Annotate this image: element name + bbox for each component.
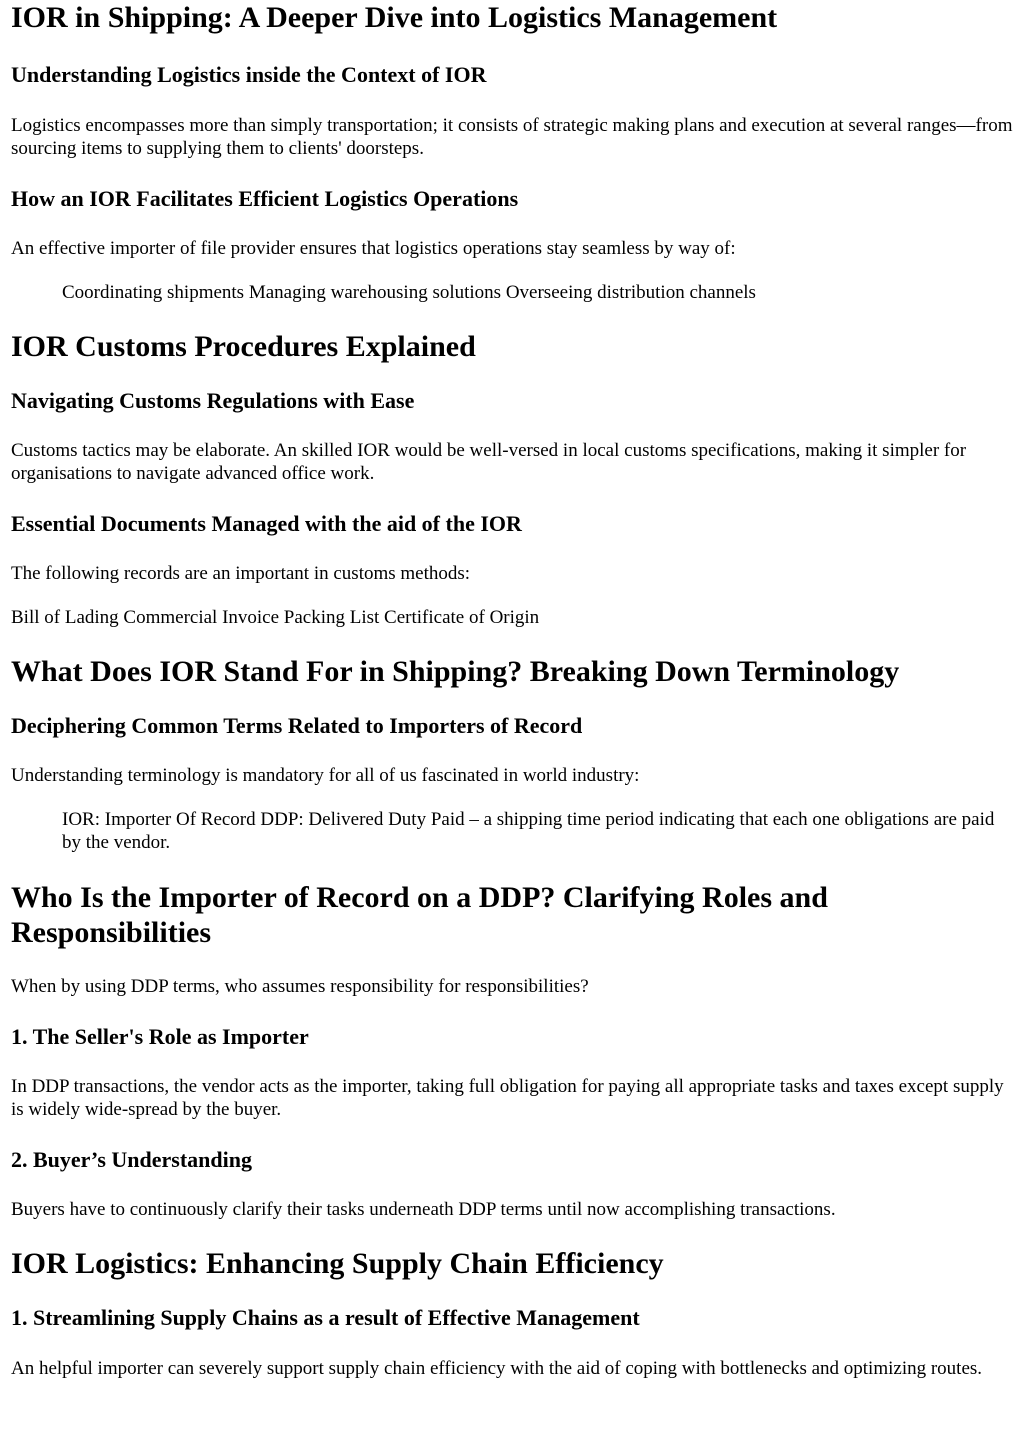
paragraph-following-records: The following records are an important in customs methods:: [11, 563, 471, 584]
subheading-navigating-customs: Navigating Customs Regulations with Ease: [11, 388, 415, 413]
paragraph-understanding-terminology: Understanding terminology is mandatory for all of us fascinated in world industry:: [11, 765, 640, 786]
subheading-deciphering-terms: Deciphering Common Terms Related to Importers of Record: [11, 713, 583, 738]
subheading-essential-documents: Essential Documents Managed with the aid of the IOR: [11, 511, 522, 536]
paragraph-logistics-encompasses: Logistics encompasses more than simply transportation; it consists of strategic making plans and execution at several ranges—from sourcing items to supplying them to clients' doorsteps.: [11, 115, 1013, 159]
blockquote-terminology: IOR: Importer Of Record DDP: Delivered Duty Paid – a shipping time period indicating that each one obligations are paid by the vendor.: [62, 809, 995, 853]
heading-what-does-ior-stand-for: What Does IOR Stand For in Shipping? Breaking Down Terminology: [11, 655, 900, 688]
subheading-streamlining-supply-chains: 1. Streamlining Supply Chains as a result of Effective Management: [11, 1305, 640, 1330]
subheading-sellers-role: 1. The Seller's Role as Importer: [11, 1024, 309, 1049]
heading-ior-logistics: IOR Logistics: Enhancing Supply Chain Efficiency: [11, 1247, 664, 1280]
heading-ior-customs: IOR Customs Procedures Explained: [11, 330, 476, 363]
paragraph-effective-importer: An effective importer of file provider ensures that logistics operations stay seamless by way of:: [11, 238, 736, 259]
heading-ior-in-shipping: IOR in Shipping: A Deeper Dive into Logistics Management: [11, 1, 778, 34]
blockquote-logistics-tasks: Coordinating shipments Managing warehousing solutions Overseeing distribution channels: [62, 282, 756, 303]
subheading-understanding-logistics: Understanding Logistics inside the Context of IOR: [11, 62, 487, 87]
subheading-buyers-understanding: 2. Buyer’s Understanding: [11, 1147, 253, 1172]
paragraph-customs-tactics: Customs tactics may be elaborate. An skilled IOR would be well-versed in local customs specifications, making it simpler for organisations to navigate advanced office work.: [11, 440, 967, 484]
paragraph-ddp-terms-intro: When by using DDP terms, who assumes responsibility for responsibilities?: [11, 976, 589, 997]
paragraph-buyers-clarify: Buyers have to continuously clarify their tasks underneath DDP terms until now accomplishing transactions.: [11, 1199, 836, 1220]
paragraph-helpful-importer: An helpful importer can severely support supply chain efficiency with the aid of coping with bottlenecks and optimizing routes.: [11, 1358, 983, 1379]
paragraph-ddp-transactions: In DDP transactions, the vendor acts as the importer, taking full obligation for paying all appropriate tasks and taxes except supply is widely wide-spread by the buyer.: [11, 1076, 1004, 1120]
heading-who-is-importer-ddp: Who Is the Importer of Record on a DDP? Clarifying Roles and Responsibilities: [11, 881, 828, 949]
subheading-ior-facilitates: How an IOR Facilitates Efficient Logistics Operations: [11, 186, 519, 211]
paragraph-documents-list: Bill of Lading Commercial Invoice Packing List Certificate of Origin: [11, 607, 540, 628]
